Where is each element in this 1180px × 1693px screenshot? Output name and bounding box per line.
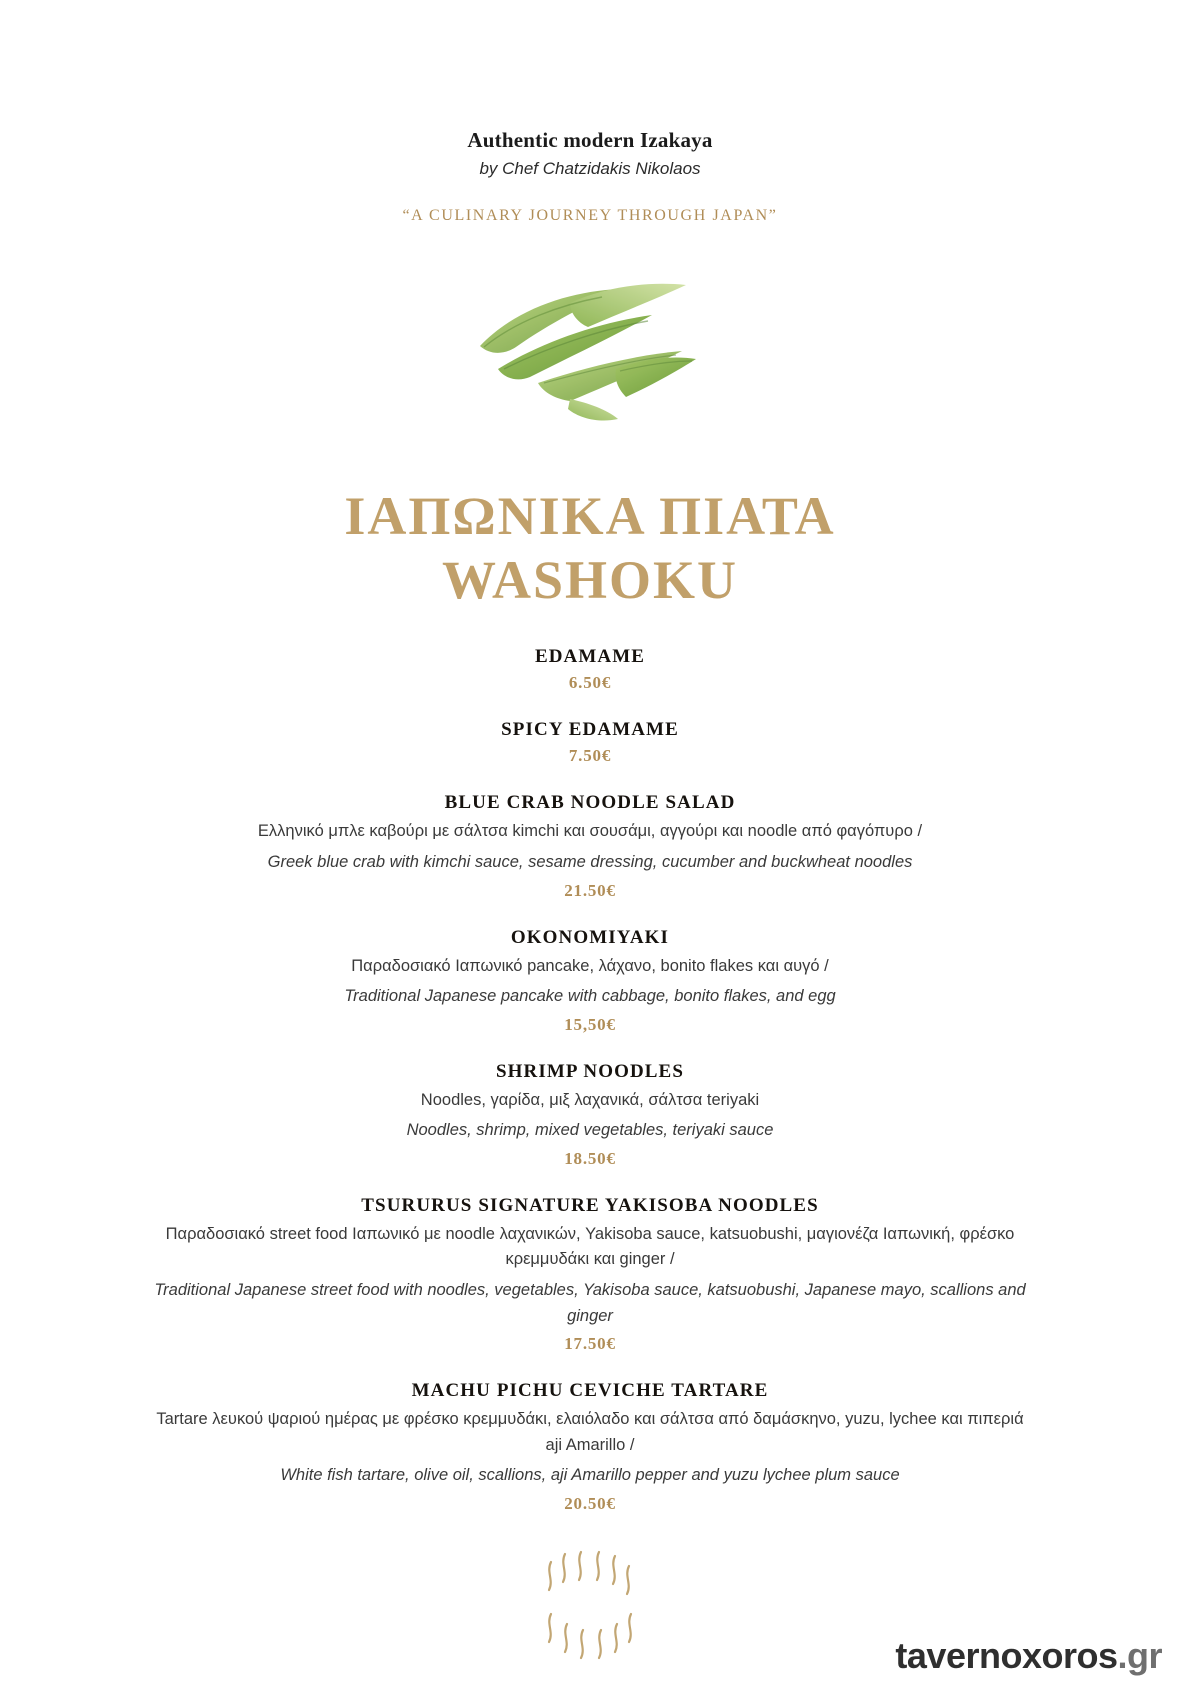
item-description-el: Παραδοσιακό Ιαπωνικό pancake, λάχανο, bonito flakes και αυγό / [351, 956, 829, 975]
menu-item [150, 1380, 1030, 1514]
item-name: EDAMAME [534, 646, 646, 668]
item-description-en: Greek blue crab with kimchi sauce, sesame dressing, cucumber and buckwheat noodles [267, 853, 913, 871]
section-title [0, 485, 1180, 612]
menu-item [150, 1061, 1030, 1169]
chef-credit: by Chef Chatzidakis Nikolaos [479, 159, 701, 178]
item-name: OKONOMIYAKI [510, 926, 670, 948]
section-title-line2: WASHOKU [441, 549, 739, 610]
menu-item [150, 646, 1030, 693]
item-price: 7.50€ [568, 746, 612, 766]
noodle-wreath-ornament-icon [515, 1540, 665, 1670]
menu-item [150, 792, 1030, 900]
item-price: 21.50€ [564, 880, 616, 900]
item-price: 17.50€ [564, 1334, 616, 1354]
item-price: 6.50€ [568, 673, 612, 693]
restaurant-tagline-title: Authentic modern Izakaya [467, 128, 713, 152]
culinary-journey-tagline: “A CULINARY JOURNEY THROUGH JAPAN” [402, 207, 778, 224]
menu-list [150, 646, 1030, 1513]
item-description-en: White fish tartare, olive oil, scallions, aji Amarillo pepper and yuzu lychee plum sauce [280, 1466, 900, 1485]
item-price: 20.50€ [564, 1493, 616, 1513]
item-description-en: Noodles, shrimp, mixed vegetables, teriyaki sauce [406, 1121, 774, 1140]
item-description-el: Noodles, γαρίδα, μιξ λαχανικά, σάλτσα teriyaki [420, 1090, 760, 1109]
seaweed-illustration [420, 251, 760, 441]
menu-item [150, 1195, 1030, 1354]
item-name: BLUE CRAB NOODLE SALAD [444, 792, 736, 814]
item-name: TSURURUS SIGNATURE YAKISOBA NOODLES [361, 1194, 819, 1216]
item-price: 18.50€ [564, 1148, 616, 1168]
watermark [895, 1635, 1162, 1677]
item-description-el: Tartare λευκού ψαριού ημέρας με φρέσκο κρεμμυδάκι, ελαιόλαδο και σάλτσα από δαμάσκηνο, yuzu, lychee και πιπεριά aji Amarillo / [156, 1410, 1024, 1454]
menu-header [0, 0, 1180, 225]
item-description-el: Ελληνικό μπλε καβούρι με σάλτσα kimchi και σουσάμι, αγγούρι και noodle από φαγόπυρο / [257, 822, 923, 841]
watermark-name: tavernoxoros [895, 1635, 1118, 1676]
item-name: SHRIMP NOODLES [495, 1060, 684, 1082]
section-title-line1: ΙΑΠΩΝΙΚΑ ΠΙΑΤΑ [344, 486, 836, 546]
item-description-el: Παραδοσιακό street food Ιαπωνικό με noodle λαχανικών, Yakisoba sauce, katsuobushi, μαγιονέζα Ιαπωνική, φρέσκο κρεμμυδάκι και ginger / [165, 1224, 1015, 1269]
menu-item [150, 927, 1030, 1035]
menu-item [150, 719, 1030, 766]
item-description-en: Traditional Japanese pancake with cabbage, bonito flakes, and egg [344, 987, 836, 1006]
watermark-tld: .gr [1117, 1635, 1162, 1676]
item-price: 15,50€ [564, 1014, 616, 1034]
item-description-en: Traditional Japanese street food with noodles, vegetables, Yakisoba sauce, katsuobushi, Japanese mayo, scallions and ginger [154, 1280, 1026, 1325]
item-name: SPICY EDAMAME [501, 719, 679, 741]
item-name: MACHU PICHU CEVICHE TARTARE [411, 1380, 769, 1402]
